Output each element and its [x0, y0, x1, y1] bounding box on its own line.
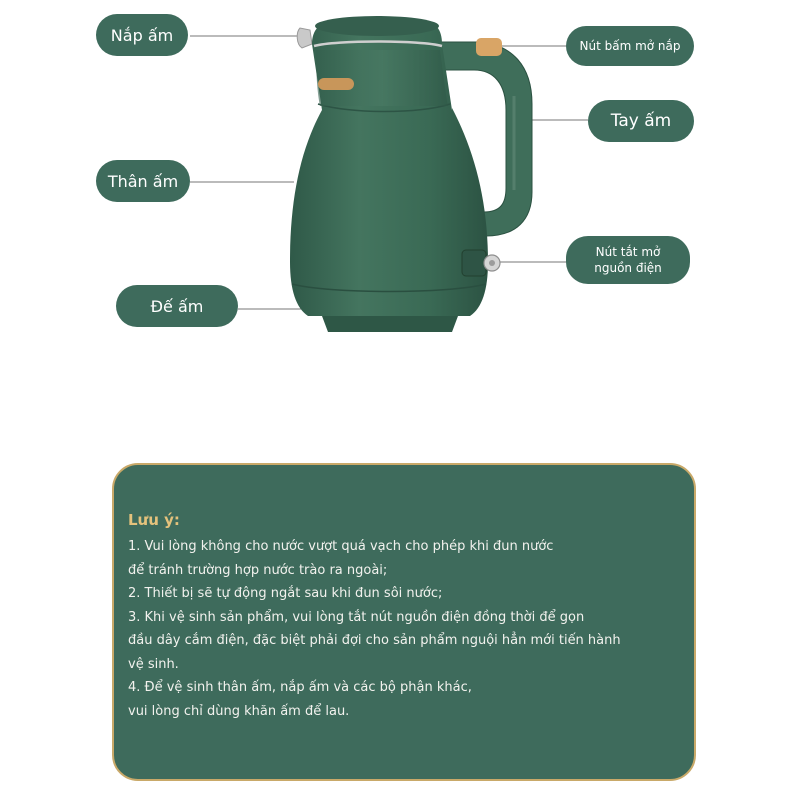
note-line: để tránh trường hợp nước trào ra ngoài;: [128, 562, 388, 578]
label-power-switch: [566, 236, 690, 284]
label-body: [96, 160, 190, 202]
lid-button-shape: [476, 38, 502, 56]
note-line: 1. Vui lòng không cho nước vượt quá vạch cho phép khi đun nước: [128, 539, 554, 554]
label-lid-button: [566, 26, 694, 66]
note-line: 2. Thiết bị sẽ tự động ngắt sau khi đun sôi nước;: [128, 586, 443, 601]
label-base-text: Đế ấm: [150, 296, 204, 316]
label-lid: [96, 14, 188, 56]
label-power-switch-line2: nguồn điện: [594, 261, 662, 275]
label-body-text: Thân ấm: [107, 171, 179, 191]
base-shape: [322, 316, 458, 332]
label-lid-button-text: Nút bấm mở nắp: [579, 39, 681, 53]
note-line: 3. Khi vệ sinh sản phẩm, vui lòng tắt nút nguồn điện đồng thời để gọn: [128, 609, 585, 625]
note-line: đầu dây cắm điện, đặc biệt phải đợi cho sản phẩm nguội hẳn mới tiến hành: [128, 633, 621, 648]
note-line: vui lòng chỉ dùng khăn ấm để lau.: [128, 703, 350, 719]
note-box: [112, 463, 696, 781]
label-handle-text: Tay ấm: [610, 111, 672, 131]
note-line: 4. Để vệ sinh thân ấm, nắp ấm và các bộ phận khác,: [128, 680, 472, 695]
note-title: Lưu ý:: [128, 511, 180, 529]
label-lid-text: Nắp ấm: [110, 25, 174, 45]
spout: [297, 28, 312, 48]
label-power-switch-line1: Nút tắt mở: [595, 245, 661, 259]
label-base: [116, 285, 238, 327]
note-line: vệ sinh.: [128, 656, 179, 672]
label-handle: [588, 100, 694, 142]
